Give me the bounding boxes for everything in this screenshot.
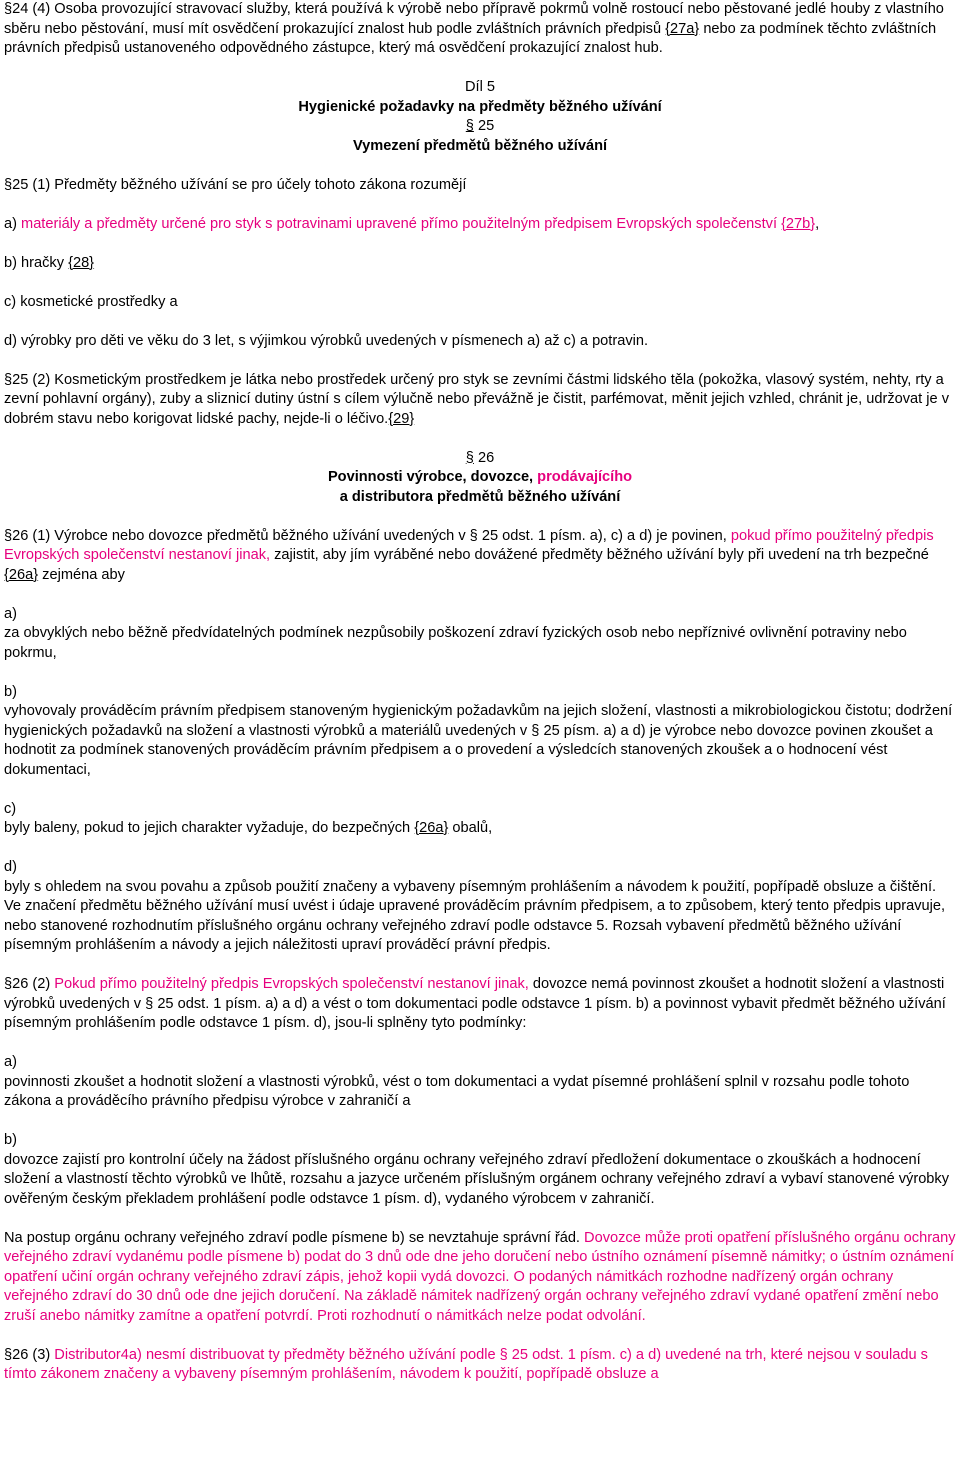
list-text-26-1-d: byly s ohledem na svou povahu a způsob použití značeny a vybaveny písemným prohlášením a návodem k použití, popřípadě obsluze a čištění. Ve značení předmětu běžného užívání musí uvést i údaje upravené prováděcím právním předpisem, a to způsobem, který tento předpis upravuje, nebo stanovené rozhodnutím příslušného orgánu ochrany veřejného zdraví podle odstavce 5. Rozsah vybavení předmětů běžného užívání písemným prohlášením a návody a jejich náležitosti upraví prováděcí právní předpis. bbox=[4, 878, 946, 953]
list-label-26-1-d: d) bbox=[4, 859, 17, 875]
paragraph-25-2: §25 (2) Kosmetickým prostředkem je látka nebo prostředek určený pro styk se zevními částmi lidského těla (pokožka, vlasový systém, nehty, rty a zevní pohlavní orgány), zuby a sliznicí dutiny ústní s cílem výlučně nebo převážně je čistit, parfémovat, měnit jejich vzhled, chránit je, udržovat je v dobrém stavu nebo korigovat lidské pachy, nejde-li o léčivo.{29} bbox=[4, 371, 949, 427]
section-symbol: § bbox=[465, 118, 474, 134]
list-item-25-1-b: b) hračky {28} bbox=[4, 254, 95, 271]
paragraph-26-2-note: Na postup orgánu ochrany veřejného zdraví podle písmene b) se nevztahuje správní řád. Dovozce může proti opatření příslušného orgánu ochrany veřejného zdraví vydanému podle písmene b) podat do 3 dnů ode dne jeho doručení nebo ústního oznámení písemně námitky; o ústním oznámení opatření učiní orgán ochrany veřejného zdraví zápis, jehož kopii vydá dovozci. O podaných námitkách rozhodne nadřízený orgán ochrany veřejného zdraví do 30 dnů ode dne jejich doručení. Na základě námitek nadřízený orgán ochrany veřejného zdraví vydané opatření změní nebo zruší anebo námitky zamítne a opatření potvrdí. Proti rozhodnutí o námitkách nelze podat odvolání. bbox=[4, 1229, 956, 1324]
section-heading-26: § 26 bbox=[465, 449, 495, 466]
footnote-link-27b[interactable]: {27b} bbox=[781, 215, 816, 232]
list-label-26-2-a: a) bbox=[4, 1054, 17, 1070]
list-label-26-2-b: b) bbox=[4, 1132, 17, 1148]
section-heading-25: § 25 bbox=[465, 118, 495, 134]
paragraph-25-1-intro: §25 (1) Předměty běžného užívání se pro účely tohoto zákona rozumějí bbox=[4, 176, 467, 193]
list-text-26-2-b: dovozce zajistí pro kontrolní účely na žádost příslušného orgánu ochrany veřejného zdraví předložení dokumentace o zkouškách a hodnocení složení a vlastností těchto výrobků ve lhůtě, rozsahu a jazyce určeném příslušným orgánem ochrany veřejného zdraví a vybaví stanovené výrobky ověřeným českým překladem prohlášení podle odstavce 1 písm. d), vydaného výrobcem v zahraničí. bbox=[4, 1151, 950, 1207]
list-text-26-1-a: za obvyklých nebo běžně předvídatelných podmínek nezpůsobily poškození zdraví fyzických osob nebo nepříznivé ovlivnění potraviny nebo pokrmu, bbox=[4, 625, 907, 661]
list-label-26-1-a: a) bbox=[4, 605, 17, 622]
list-label-26-1-b: b) bbox=[4, 683, 17, 700]
part-label: Díl 5 bbox=[464, 79, 495, 95]
footnote-link-26a[interactable]: {26a} bbox=[4, 566, 39, 583]
paragraph-26-1: §26 (1) Výrobce nebo dovozce předmětů běžného užívání uvedených v § 25 odst. 1 písm. a), c) a d) je povinen, pokud přímo použitelný předpis Evropských společenství nestanoví jinak, zajistit, aby jím vyráběné nebo dovážené předměty běžného užívání byly při uvedení na trh bezpečné {26a} zejména aby bbox=[4, 527, 934, 583]
footnote-link-27a[interactable]: {27a} bbox=[665, 20, 700, 37]
footnote-link-28[interactable]: {28} bbox=[68, 254, 95, 271]
footnote-link-26a-2[interactable]: {26a} bbox=[414, 820, 449, 836]
list-item-25-1-a: a) materiály a předměty určené pro styk s potravinami upravené přímo použitelným předpisem Evropských společenství {27b}, bbox=[4, 215, 820, 232]
list-item-25-1-d: d) výrobky pro děti ve věku do 3 let, s výjimkou výrobků uvedených v písmenech a) až c) a potravin. bbox=[4, 332, 649, 349]
list-text-26-1-b: vyhovovaly prováděcím právním předpisem stanoveným hygienickým požadavkům na jejich složení, vlastnosti a mikrobiologickou čistotu; dodržení hygienických požadavků na složení a vlastnosti výrobků a materiálů uvedených v § 25 písm. a) a d) je výrobce nebo dovozce povinen zkoušet a hodnotit za podmínek stanovených prováděcím právním předpisem a o provedení a výsledcích stanovených zkoušek a o hodnocení vést dokumentaci, bbox=[4, 703, 953, 778]
list-label-26-1-c: c) bbox=[4, 800, 17, 817]
section-title-26-line2: a distributora předmětů běžného užívání bbox=[339, 488, 621, 505]
section-title-26: Povinnosti výrobce, dovozce, prodávajícího bbox=[327, 469, 633, 485]
footnote-link-29[interactable]: {29} bbox=[388, 410, 415, 427]
list-text-26-1-c: byly baleny, pokud to jejich charakter vyžaduje, do bezpečných {26a} obalů, bbox=[4, 820, 493, 836]
paragraph-26-3: §26 (3) Distributor4a) nesmí distribuovat ty předměty běžného užívání podle § 25 odst. 1 písm. c) a d) uvedené na trh, které nejsou v souladu s tímto zákonem značeny a vybaveny písemným prohlášením, návodem k použití, popřípadě obsluze a bbox=[4, 1346, 928, 1382]
paragraph-24-4: §24 (4) Osoba provozující stravovací služby, která používá k výrobě nebo přípravě pokrmů volně rostoucí nebo pěstované jedlé houby z vlastního sběru nebo pěstování, musí mít osvědčení prokazující znalost hub podle zvláštních právních předpisů {27a} nebo za podmínek těchto zvláštních právních předpisů ustanoveného odpovědného zástupce, který má osvědčení prokazující znalost hub. bbox=[4, 1, 944, 56]
list-text-26-2-a: povinnosti zkoušet a hodnotit složení a vlastnosti výrobků, vést o tom dokumentaci a vydat písemné prohlášení splnil v rozsahu podle tohoto zákona a prováděcího právního předpisu výrobce v zahraničí a bbox=[4, 1073, 910, 1109]
list-item-25-1-c: c) kosmetické prostředky a bbox=[4, 293, 178, 310]
section-title-25: Vymezení předmětů běžného užívání bbox=[352, 137, 608, 154]
section-symbol: § bbox=[465, 449, 474, 466]
paragraph-26-2: §26 (2) Pokud přímo použitelný předpis Evropských společenství nestanoví jinak, dovozce nemá povinnost zkoušet a hodnotit složení a vlastnosti výrobků uvedených v § 25 odst. 1 písm. a) a d) a vést o tom dokumentaci podle odstavce 1 písm. b) a povinnost vybavit předmět běžného užívání písemným prohlášením podle odstavce 1 písm. d), jsou-li splněny tyto podmínky: bbox=[4, 976, 946, 1031]
part-title: Hygienické požadavky na předměty běžného užívání bbox=[298, 98, 662, 115]
